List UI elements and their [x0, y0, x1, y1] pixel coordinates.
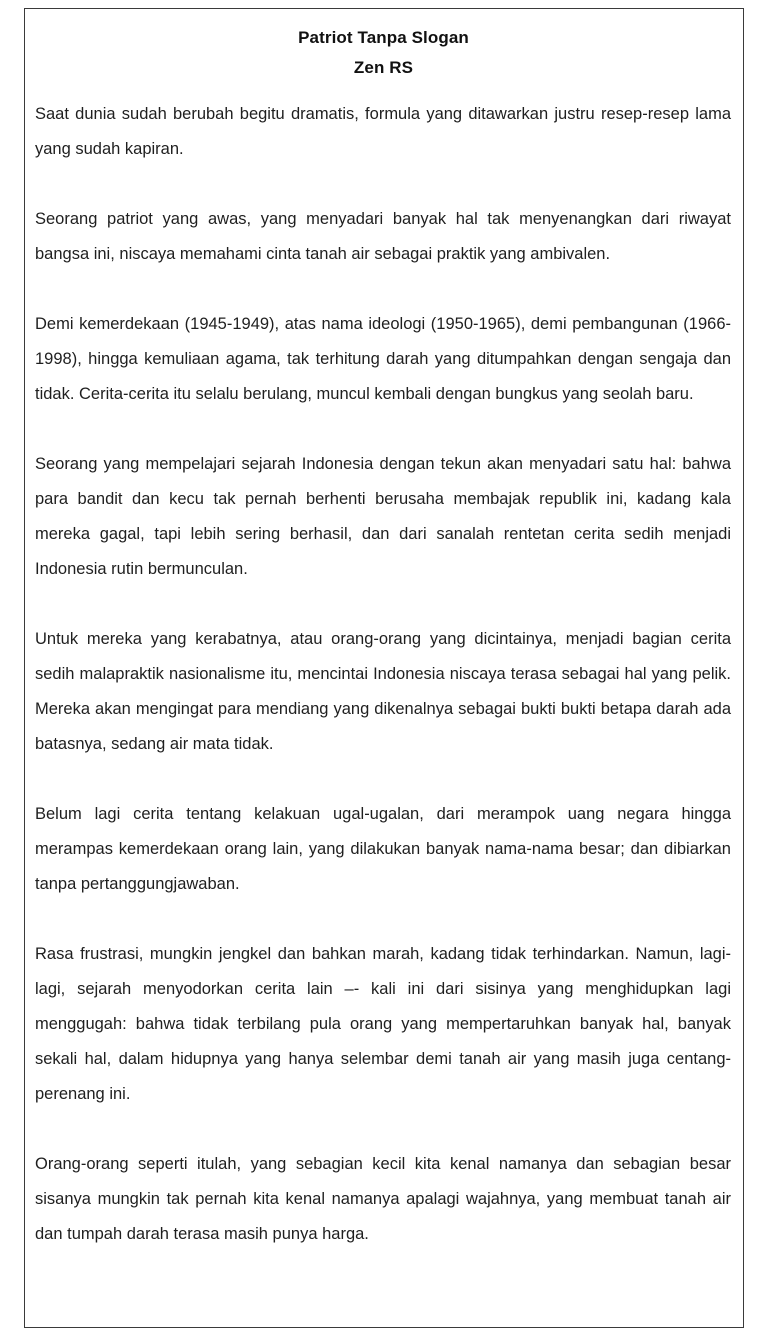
paragraph: Demi kemerdekaan (1945-1949), atas nama ideologi (1950-1965), demi pembangunan (1966-1998), hingga kemuliaan agama, tak terhitung darah yang ditumpahkan dengan sengaja dan tidak. Cerita-cerita itu selalu berulang, muncul kembali dengan bungkus yang seolah baru.	[35, 315, 731, 403]
paragraph: Seorang patriot yang awas, yang menyadari banyak hal tak menyenangkan dari riwayat bangsa ini, niscaya memahami cinta tanah air sebagai praktik yang ambivalen.	[35, 210, 731, 263]
document-author: Zen RS	[353, 58, 414, 77]
paragraph: Untuk mereka yang kerabatnya, atau orang-orang yang dicintainya, menjadi bagian cerita sedih malapraktik nasionalisme itu, mencintai Indonesia niscaya terasa sebagai hal yang pelik. Mereka akan mengingat para mendiang yang dikenalnya sebagai bukti bukti betapa darah ada batasnya, sedang air mata tidak.	[35, 630, 731, 753]
paragraph: Belum lagi cerita tentang kelakuan ugal-ugalan, dari merampok uang negara hingga merampas kemerdekaan orang lain, yang dilakukan banyak nama-nama besar; dan dibiarkan tanpa pertanggungjawaban.	[35, 805, 731, 893]
paragraph: Seorang yang mempelajari sejarah Indonesia dengan tekun akan menyadari satu hal: bahwa para bandit dan kecu tak pernah berhenti berusaha membajak republik ini, kadang kala mereka gagal, tapi lebih sering berhasil, dan dari sanalah rentetan cerita sedih menjadi Indonesia rutin bermunculan.	[35, 455, 731, 578]
page-title: Patriot Tanpa Slogan	[298, 28, 469, 47]
paragraph: Orang-orang seperti itulah, yang sebagian kecil kita kenal namanya dan sebagian besar sisanya mungkin tak pernah kita kenal namanya apalagi wajahnya, yang membuat tanah air dan tumpah darah terasa masih punya harga.	[35, 1155, 731, 1243]
document-page	[24, 8, 744, 1328]
paragraph: Rasa frustrasi, mungkin jengkel dan bahkan marah, kadang tidak terhindarkan. Namun, lagi-lagi, sejarah menyodorkan cerita lain –- kali ini dari sisinya yang menghidupkan lagi menggugah: bahwa tidak terbilang pula orang yang mempertaruhkan banyak hal, banyak sekali hal, dalam hidupnya yang hanya selembar demi tanah air yang masih juga centang-perenang ini.	[35, 945, 731, 1103]
paragraph: Saat dunia sudah berubah begitu dramatis, formula yang ditawarkan justru resep-resep lama yang sudah kapiran.	[35, 105, 731, 158]
document-body	[34, 97, 733, 1252]
